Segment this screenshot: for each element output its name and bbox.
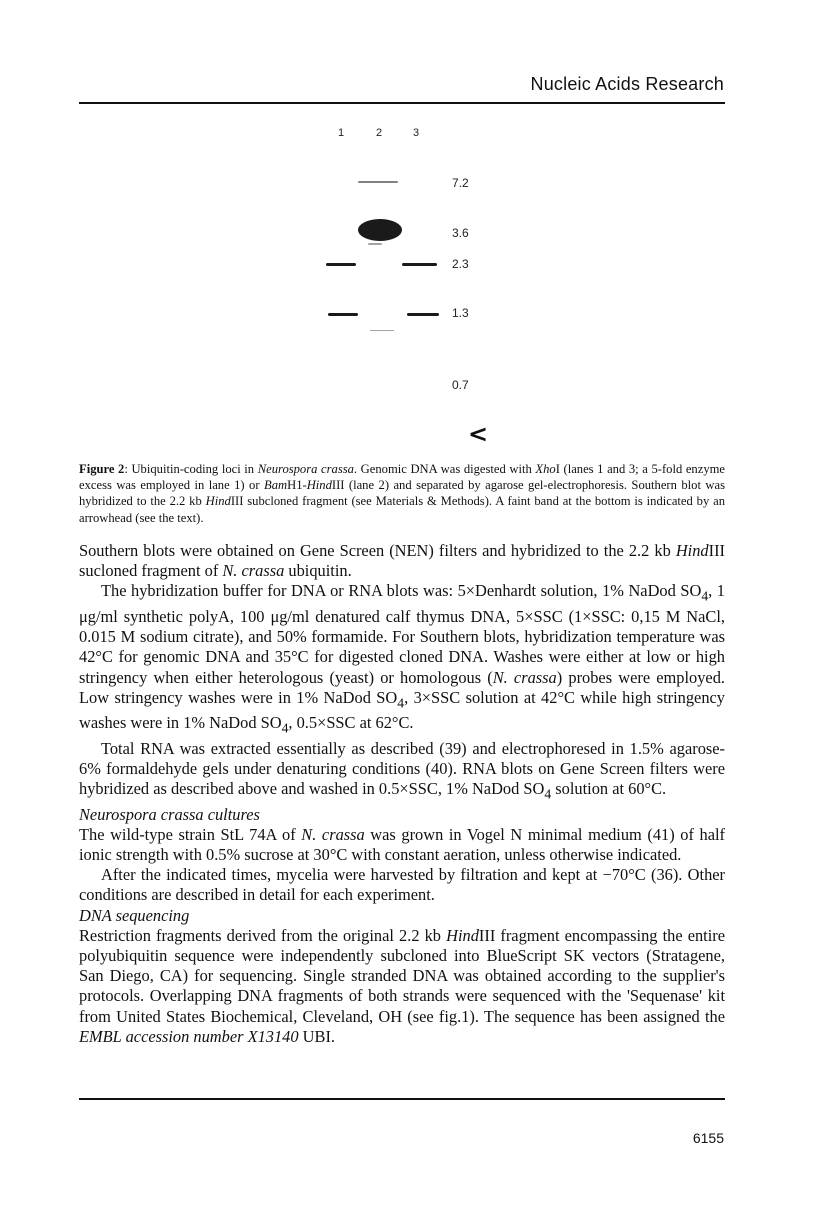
band-lane3-1.3 <box>407 313 439 316</box>
page-number: 6155 <box>692 1130 724 1146</box>
paragraph: After the indicated times, mycelia were harvested by filtration and kept at −70°C (36). Other conditions are described in detail for each experiment. <box>79 865 725 905</box>
caption-text: . Genomic DNA was digested with <box>353 462 536 476</box>
size-marker-1.3: 1.3 <box>452 306 469 320</box>
caption-text: : Ubiquitin-coding loci in <box>124 462 258 476</box>
caption-species: Neurospora crassa <box>257 462 354 476</box>
section-heading: Neurospora crassa cultures <box>79 804 260 824</box>
band-lane2-faint <box>370 330 394 331</box>
paragraph <box>79 581 725 738</box>
paragraph <box>79 541 725 581</box>
text: Total RNA was extracted essentially as described (39) and electrophoresed in 1.5% agarose-6% formaldehyde gels under denaturing conditions (40). RNA blots on Gene Screen filters were hybridized as described above and washed in 0.5×SSC, 1% NaDod SO <box>79 738 725 799</box>
text: ubiquitin. <box>284 561 352 581</box>
paragraph <box>79 825 725 865</box>
text: , 0.5×SSC at 62°C. <box>288 713 414 733</box>
subscript: 4 <box>701 588 709 604</box>
text: The hybridization buffer for DNA or RNA blots was: 5×Denhardt solution, 1% NaDod SO <box>101 581 702 601</box>
band-lane1-1.3 <box>328 313 358 316</box>
size-marker-0.7: 0.7 <box>452 378 469 392</box>
text: III fragment encompassing the entire polyubiquitin sequence were independently subcloned into BlueScript SK vectors (Stratagene, San Diego, CA) for sequencing. Single stranded DNA was obtained according to the supplier's protocols. Overlapping DNA fragments of both strands were sequenced with the 'Sequenase' kit from United States Biochemical, Cleveland, OH (see fig.1). The sequence has been assigned the <box>79 925 726 1026</box>
text: Restriction fragments derived from the original 2.2 kb <box>79 925 447 945</box>
section-heading: DNA sequencing <box>79 905 190 925</box>
caption-enzyme: Hind <box>306 478 332 493</box>
paragraph <box>79 926 725 1047</box>
text: UBI. <box>298 1026 336 1046</box>
caption-text: III (lane 2) and separated by agarose gel-electrophoresis. Southern blot was hybridized to the 2.2 kb <box>79 478 725 509</box>
subscript: 4 <box>397 694 405 710</box>
lane-label-1: 1 <box>338 127 345 139</box>
lane-label-3: 3 <box>413 127 420 139</box>
text: ) probes were employed. Low stringency washes were in 1% NaDod SO <box>79 667 726 707</box>
accession-number: EMBL accession number X13140 <box>79 1026 299 1046</box>
body-text <box>79 541 725 1047</box>
text: Southern blots were obtained on Gene Screen (NEN) filters and hybridized to the 2.2 kb <box>79 541 676 560</box>
caption-enzyme: Xho <box>535 462 556 476</box>
header-rule <box>79 102 725 104</box>
text-italic: N. crassa <box>492 667 557 687</box>
caption-text: H1- <box>287 478 307 493</box>
text: , 3×SSC solution at 42°C while high stringency washes were in 1% NaDod SO <box>79 687 725 733</box>
band-lane2-3.6-smear <box>368 243 382 245</box>
text-italic: N. crassa <box>222 561 285 581</box>
journal-title: Nucleic Acids Research <box>530 74 724 94</box>
lane-label-2: 2 <box>376 127 383 139</box>
subscript: 4 <box>281 720 289 736</box>
text-italic: Hind <box>675 541 709 560</box>
size-marker-7.2: 7.2 <box>452 176 469 190</box>
band-lane1-2.3 <box>326 263 356 266</box>
caption-text: I (lanes 1 and 3; a 5-fold enzyme excess was employed in lane 1) or <box>79 462 726 493</box>
subscript: 4 <box>544 786 552 802</box>
band-lane3-2.3 <box>402 263 437 266</box>
text: The wild-type strain StL 74A of <box>79 824 302 844</box>
text: III sucloned fragment of <box>79 541 725 581</box>
caption-enzyme: Bam <box>264 478 288 493</box>
caption-enzyme: Hind <box>205 494 231 509</box>
figure-caption <box>79 461 725 526</box>
footer-rule <box>79 1098 725 1100</box>
size-marker-2.3: 2.3 <box>452 257 469 271</box>
band-lane2-7.2 <box>358 181 398 183</box>
text: , 1 μg/ml synthetic polyA, 100 μg/ml denatured calf thymus DNA, 5×SSC (1×SSC: 0,15 M NaCl, 0.015 M sodium citrate), and 50% formamide. For Southern blots, hybridization temperature was 42°C for genomic DNA and 35°C for digested cloned DNA. Washes were either at low or high stringency when either heterologous (yeast) or homologous ( <box>79 581 726 687</box>
text: solution at 60°C. <box>551 779 667 799</box>
band-lane2-3.6 <box>358 219 402 241</box>
size-marker-3.6: 3.6 <box>452 226 469 240</box>
text: was grown in Vogel N minimal medium (41) of half ionic strength with 0.5% sucrose at 30°C with constant aeration, unless otherwise indicated. <box>79 824 725 864</box>
text-italic: N. crassa <box>301 824 365 844</box>
figure-label: Figure 2 <box>79 462 125 476</box>
paragraph <box>79 739 725 805</box>
text-italic: Hind <box>446 925 479 945</box>
arrowhead-icon: < <box>468 420 489 448</box>
caption-text: III subcloned fragment (see Materials & Methods). A faint band at the bottom is indicated by an arrowhead (see the text). <box>79 494 725 525</box>
